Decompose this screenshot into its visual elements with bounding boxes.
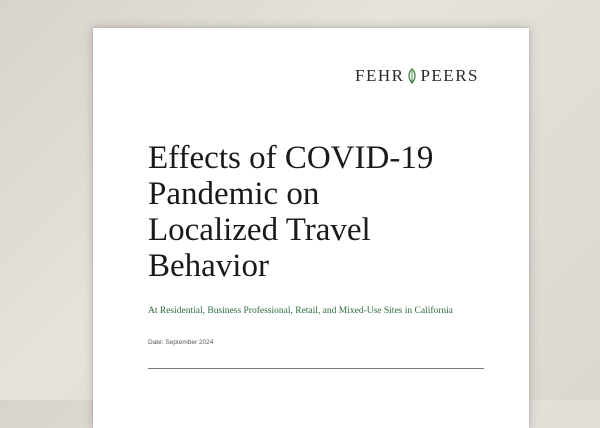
- title-line: Localized Travel: [148, 212, 371, 248]
- logo-text-right: PEERS: [420, 66, 479, 85]
- divider-line: [148, 368, 484, 369]
- title-line: Behavior: [148, 248, 269, 284]
- title-line: Effects of COVID-19: [148, 140, 434, 176]
- report-subtitle: At Residential, Business Professional, Retail, and Mixed-Use Sites in California: [148, 306, 454, 316]
- report-date: Date: September 2024: [148, 339, 214, 346]
- report-cover-page: [93, 28, 529, 428]
- report-title: [148, 140, 488, 284]
- logo-text-left: FEHR: [355, 66, 405, 85]
- leaf-icon: [406, 68, 418, 84]
- title-line: Pandemic on: [148, 176, 320, 212]
- fehr-peers-logo: [355, 66, 479, 86]
